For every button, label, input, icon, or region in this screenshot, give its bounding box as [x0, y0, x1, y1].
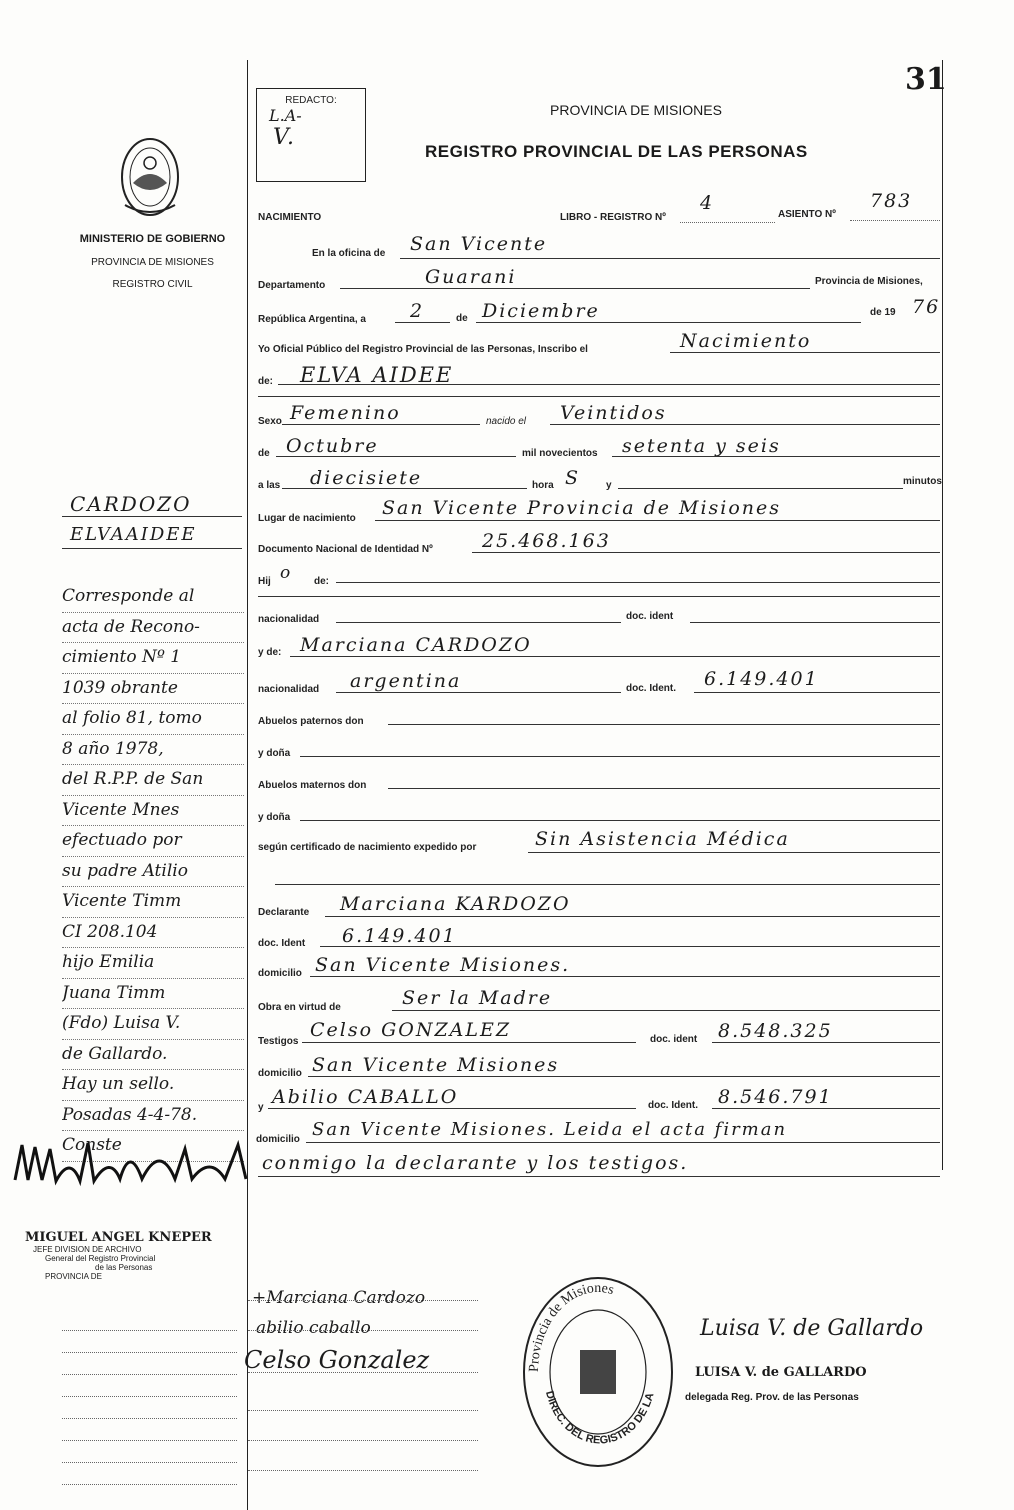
margin-stamp [25, 1230, 245, 1281]
doc-ident4-value: 8.548.325 [718, 1020, 833, 1042]
svg-text:DIREC. DEL REGISTRO DE LAS PER: DIREC. DEL REGISTRO DE LA [543, 1389, 657, 1447]
right-margin-line [942, 60, 943, 1170]
nacionalidad-label: nacionalidad [258, 614, 320, 625]
margin-stamp-line2: JEFE DIVISION DE ARCHIVO [33, 1245, 142, 1254]
margin-note-line: acta de Recono- [62, 613, 244, 644]
doc-ident5-value: 8.546.791 [718, 1086, 833, 1108]
oficial-value: Nacimiento [680, 330, 812, 352]
de-nombre-label: de: [258, 376, 273, 387]
left-province: PROVINCIA DE MISIONES [91, 257, 214, 268]
oficial-label: Yo Oficial Público del Registro Provincial de las Personas, Inscribo el [258, 344, 588, 355]
declarante-label: Declarante [258, 907, 310, 918]
redacto-label: REDACTO: [285, 95, 337, 106]
margin-line [247, 60, 248, 1510]
page-number: 31 [905, 62, 947, 97]
hora-value: S [565, 467, 581, 489]
doc-ident2-label: doc. Ident. [626, 683, 676, 694]
oficina-value: San Vicente [410, 233, 548, 255]
margin-signature-icon [10, 1135, 250, 1200]
alas-label: a las [258, 480, 281, 491]
madre-value: Marciana CARDOZO [300, 634, 532, 656]
abuelos-pat-label: Abuelos paternos don [258, 716, 364, 727]
certificado-value: Sin Asistencia Médica [535, 828, 790, 850]
sexo-value: Femenino [290, 402, 401, 424]
lugar-label: Lugar de nacimiento [258, 513, 356, 524]
departamento-label: Departamento [258, 280, 326, 291]
domicilio2-value: San Vicente Misiones [312, 1054, 560, 1076]
margin-note-line: Posadas 4-4-78. [62, 1101, 244, 1132]
declarante-value: Marciana KARDOZO [340, 893, 571, 915]
doc-ident-label: doc. ident [626, 611, 674, 622]
margin-note-line: (Fdo) Luisa V. [62, 1009, 244, 1040]
dia-value: 2 [410, 300, 425, 322]
libro-value: 4 [700, 192, 715, 214]
margin-note-line: CI 208.104 [62, 918, 244, 949]
margin-note-line: Conste [62, 1131, 244, 1162]
y-dona2-label: y doña [258, 812, 291, 823]
margin-note-line: 8 año 1978, [62, 735, 244, 766]
margin-note-line: de Gallardo. [62, 1040, 244, 1071]
doc-ident2-value: 6.149.401 [704, 668, 819, 690]
left-civil: REGISTRO CIVIL [112, 279, 193, 290]
nac-mes-value: Octubre [286, 435, 379, 457]
documento-value: 25.468.163 [482, 530, 611, 552]
margin-note [62, 582, 244, 1162]
margin-note-line: Corresponde al [62, 582, 244, 613]
redacto-line1: L.A- [269, 106, 302, 125]
domicilio-label: domicilio [258, 968, 302, 979]
asiento-value: 783 [870, 190, 913, 212]
lugar-value: San Vicente Provincia de Misiones [382, 497, 782, 519]
nacido-value: Veintidos [560, 402, 667, 424]
domicilio2-label: domicilio [258, 1068, 302, 1079]
testigo1-value: Celso GONZALEZ [310, 1019, 512, 1041]
anio-value: 76 [912, 296, 941, 318]
margin-note-line: al folio 81, tomo [62, 704, 244, 735]
y-label2: y [258, 1102, 264, 1113]
margin-note-line: Vicente Timm [62, 887, 244, 918]
obra-value: Ser la Madre [402, 987, 553, 1009]
oficina-label: En la oficina de [312, 248, 386, 259]
departamento-value: Guarani [425, 266, 517, 288]
domicilio3-value: San Vicente Misiones. Leida el acta firman [312, 1119, 788, 1140]
signature-4: Luisa V. de Gallardo [700, 1316, 924, 1341]
signature-2: abilio caballo [256, 1318, 371, 1338]
testigos-label: Testigos [258, 1036, 299, 1047]
y-de-label: y de: [258, 647, 282, 658]
domicilio3-label: domicilio [256, 1134, 300, 1145]
signature-3: Celso Gonzalez [244, 1346, 430, 1374]
closing-value: conmigo la declarante y los testigos. [262, 1152, 689, 1174]
nacionalidad2-label: nacionalidad [258, 684, 320, 695]
svg-text:Provincia de Misiones: Provincia de Misiones [526, 1280, 616, 1373]
de-label2: de: [314, 576, 329, 587]
nacionalidad2-value: argentina [350, 670, 462, 692]
doc-ident3-label: doc. Ident [258, 938, 306, 949]
testigo2-value: Abilio CABALLO [272, 1086, 459, 1108]
y-dona-label: y doña [258, 748, 291, 759]
margin-note-line: hijo Emilia [62, 948, 244, 979]
margin-given-name: ELVAAIDEE [70, 524, 197, 545]
doc-ident3-value: 6.149.401 [342, 925, 457, 947]
anio-label: de 19 [870, 307, 896, 318]
margin-surname: CARDOZO [70, 492, 192, 516]
redacto-line2: V. [273, 125, 297, 150]
libro-label: LIBRO - REGISTRO Nº [560, 212, 666, 223]
obra-label: Obra en virtud de [258, 1002, 341, 1013]
signature-1: +Marciana Cardozo [252, 1288, 426, 1308]
margin-stamp-name: MIGUEL ANGEL KNEPER [25, 1230, 212, 1245]
margin-stamp-line3: General del Registro Provincial [45, 1254, 156, 1263]
hora-label: hora [532, 480, 554, 491]
abuelos-mat-label: Abuelos maternos don [258, 780, 367, 791]
margin-note-line: del R.P.P. de San [62, 765, 244, 796]
mil-label: mil novecientos [522, 448, 598, 459]
doc-ident5-label: doc. Ident. [648, 1100, 698, 1111]
minutos-label: minutos [903, 476, 942, 487]
hijo-label: Hij [258, 576, 271, 587]
mes-value: Diciembre [482, 300, 600, 322]
header-province: PROVINCIA DE MISIONES [550, 102, 722, 118]
margin-note-line: Hay un sello. [62, 1070, 244, 1101]
margin-stamp-line4: de las Personas [95, 1263, 153, 1272]
round-seal [518, 1272, 678, 1477]
de-mes-label: de [258, 448, 270, 459]
provincia-suffix: Provincia de Misiones, [815, 276, 923, 287]
nacido-label: nacido el [486, 416, 527, 427]
coat-of-arms-icon [115, 135, 185, 225]
domicilio-value: San Vicente Misiones. [315, 954, 571, 976]
margin-note-line: su padre Atilio [62, 857, 244, 888]
y-label: y [606, 480, 612, 491]
republica-label: República Argentina, a [258, 314, 366, 325]
margin-note-line: efectuado por [62, 826, 244, 857]
margin-note-line: 1039 obrante [62, 674, 244, 705]
margin-stamp-line5: PROVINCIA DE [45, 1272, 102, 1281]
certificado-label: según certificado de nacimiento expedido por [258, 842, 477, 853]
redacto-box [256, 88, 366, 182]
hijo-suffix: o [280, 563, 293, 583]
left-ministry: MINISTERIO DE GOBIERNO [79, 233, 226, 245]
asiento-label: ASIENTO Nº [778, 209, 836, 220]
margin-note-line: Vicente Mnes [62, 796, 244, 827]
official-stamp-name: LUISA V. de GALLARDO [695, 1365, 867, 1380]
alas-value: diecisiete [310, 467, 423, 489]
nacimiento-label: NACIMIENTO [258, 212, 322, 223]
doc-ident4-label: doc. ident [650, 1034, 698, 1045]
header-registry: REGISTRO PROVINCIAL DE LAS PERSONAS [425, 142, 808, 161]
de-label: de [456, 313, 468, 324]
margin-note-line: Juana Timm [62, 979, 244, 1010]
documento-label: Documento Nacional de Identidad Nº [258, 544, 433, 555]
official-stamp-role: delegada Reg. Prov. de las Personas [685, 1392, 859, 1403]
sexo-label: Sexo [258, 416, 282, 427]
nombre-value: ELVA AIDEE [300, 363, 454, 387]
mil-value: setenta y seis [622, 435, 781, 457]
margin-note-line: cimiento Nº 1 [62, 643, 244, 674]
